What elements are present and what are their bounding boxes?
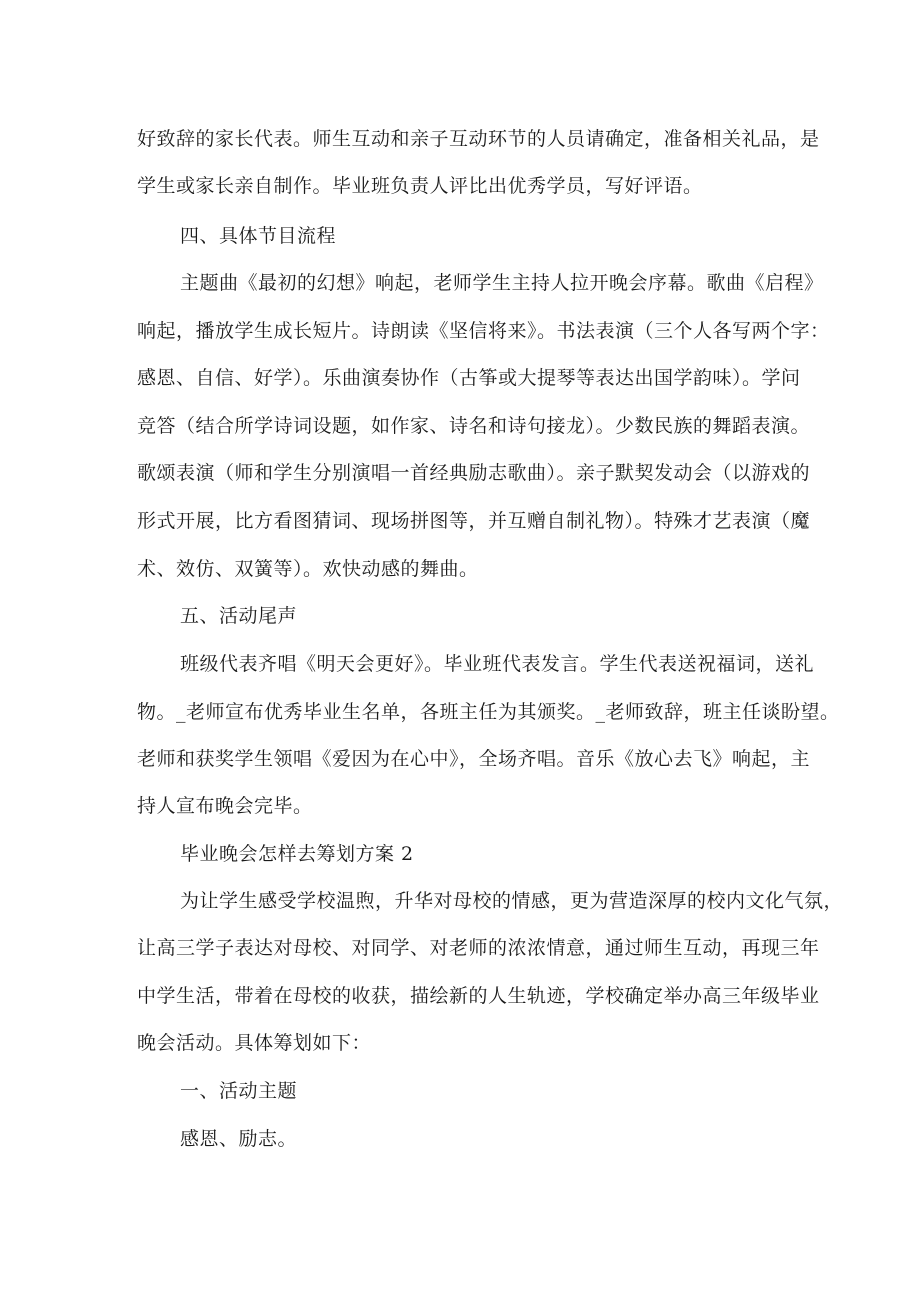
paragraph-line: 竞答（结合所学诗词设题，如作家、诗名和诗句接龙）。少数民族的舞蹈表演。 [137,415,811,437]
document-subtitle: 毕业晚会怎样去筹划方案 2 [180,843,414,865]
paragraph-line: 为让学生感受学校温煦，升华对母校的情感，更为营造深厚的校内文化气氛， [180,890,844,912]
paragraph-line: 老师和获奖学生领唱《爱因为在心中》，全场齐唱。音乐《放心去飞》响起，主 [137,748,811,770]
paragraph-line: 物。_老师宣布优秀毕业生名单，各班主任为其颁奖。_老师致辞，班主任谈盼望。 [137,701,840,723]
section-heading: 五、活动尾声 [180,605,298,627]
paragraph-line: 班级代表齐唱《明天会更好》。毕业班代表发言。学生代表送祝福词，送礼 [180,653,815,675]
paragraph-line: 持人宣布晚会完毕。 [137,795,313,817]
paragraph-line: 响起，播放学生成长短片。诗朗读《坚信将来》。书法表演（三个人各写两个字： [137,320,830,342]
paragraph-line: 术、效仿、双簧等）。欢快动感的舞曲。 [137,558,479,580]
section-heading: 四、具体节目流程 [180,225,337,247]
paragraph-line: 形式开展，比方看图猜词、现场拼图等，并互赠自制礼物）。特殊才艺表演（魔 [137,510,811,532]
paragraph-line: 歌颂表演（师和学生分别演唱一首经典励志歌曲）。亲子默契发动会（以游戏的 [137,462,811,484]
paragraph-line: 让高三学子表达对母校、对同学、对老师的浓浓情意，通过师生互动，再现三年 [137,937,820,959]
paragraph-line: 学生或家长亲自制作。毕业班负责人评比出优秀学员，写好评语。 [137,175,703,197]
paragraph-line: 主题曲《最初的幻想》响起，老师学生主持人拉开晚会序幕。歌曲《启程》 [180,272,824,294]
section-heading: 一、活动主题 [180,1080,298,1102]
paragraph-line: 中学生活，带着在母校的收获，描绘新的人生轨迹，学校确定举办高三年级毕业 [137,985,820,1007]
paragraph-line: 感恩、励志。 [180,1128,298,1150]
paragraph-line: 感恩、自信、好学）。乐曲演奏协作（古筝或大提琴等表达出国学韵味）。学问 [137,367,801,389]
paragraph-line: 好致辞的家长代表。师生互动和亲子互动环节的人员请确定，准备相关礼品，是 [137,128,820,150]
paragraph-line: 晚会活动。具体筹划如下： [137,1032,372,1054]
